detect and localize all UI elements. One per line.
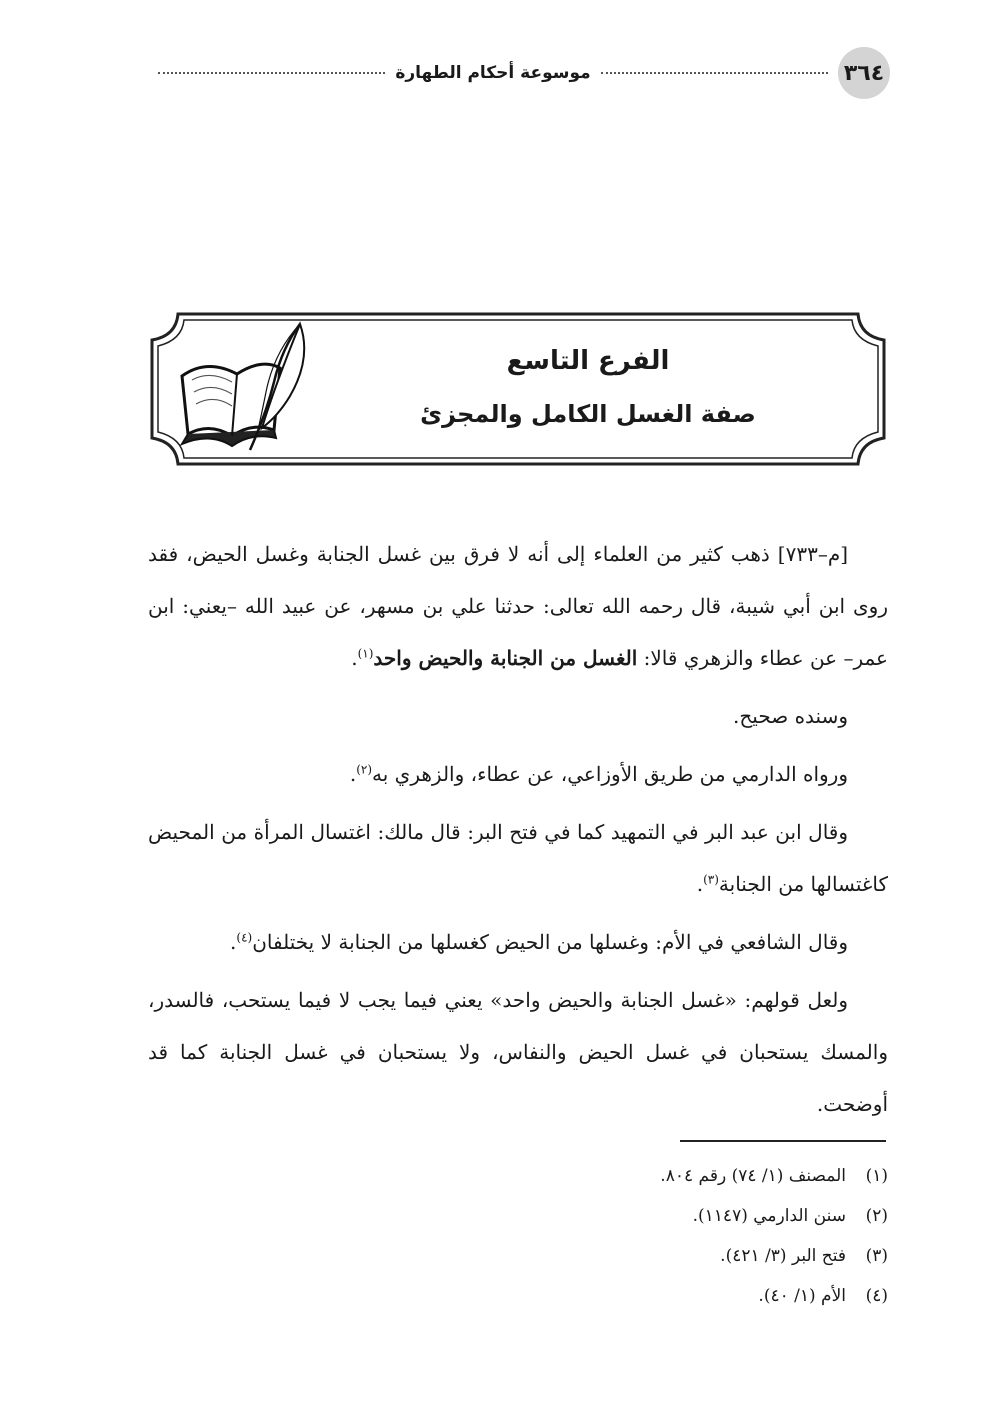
- paragraph-5-end: .: [230, 930, 237, 954]
- footnote-ref-1[interactable]: (١): [357, 646, 374, 661]
- footnote-text: سنن الدارمي (١١٤٧).: [692, 1206, 846, 1226]
- footnote-text: فتح البر (٣/ ٤٢١).: [720, 1246, 846, 1266]
- footnote-number: (١): [865, 1166, 888, 1186]
- paragraph-1-text: [م–٧٣٣] ذهب كثير من العلماء إلى أنه لا فرق بين غسل الجنابة وغسل الحيض، فقد روى ابن أبي شيبة، قال رحمه الله تعالى: حدثنا علي بن مسهر، عن عبيد الله –يعني: ابن عمر– عن عطاء والزهري قالا:: [148, 542, 888, 670]
- paragraph-3-text: ورواه الدارمي من طريق الأوزاعي، عن عطاء، والزهري به: [372, 762, 848, 786]
- paragraph-4-text: وقال ابن عبد البر في التمهيد كما في فتح البر: قال مالك: اغتسال المرأة من المحيض كاغتسالها من الجنابة: [148, 820, 888, 896]
- page-number: ٣٦٤: [838, 47, 890, 99]
- paragraph-5-text: وقال الشافعي في الأم: وغسلها من الحيض كغسلها من الجنابة لا يختلفان: [252, 930, 848, 954]
- footnote-separator: [680, 1140, 886, 1142]
- chapter-title: الفرع التاسع: [506, 346, 670, 376]
- footnote-ref-4[interactable]: (٤): [236, 930, 253, 945]
- paragraph-6: ولعل قولهم: «غسل الجنابة والحيض واحد» يعني فيما يجب لا فيما يستحب، فالسدر، والمسك يستحبان في غسل الحيض والنفاس، ولا يستحبان في غسل الجنابة كما قد أوضحت.: [148, 988, 888, 1116]
- chapter-subtitle: صفة الغسل الكامل والمجزئ: [420, 400, 756, 428]
- page-header: [148, 50, 890, 96]
- footnote-number: (٣): [865, 1246, 888, 1266]
- paragraph-1: [148, 528, 888, 684]
- footnote-text: الأم (١/ ٤٠).: [758, 1286, 846, 1306]
- footnote-ref-2[interactable]: (٢): [356, 762, 373, 777]
- footnote-1: [148, 1156, 888, 1196]
- header-dots-right: [601, 72, 828, 74]
- paragraph-4-end: .: [696, 872, 704, 896]
- paragraph-1-end: .: [351, 646, 358, 670]
- footnote-3: [148, 1236, 888, 1276]
- header-dots-left: [158, 72, 385, 74]
- footnote-2: [148, 1196, 888, 1236]
- paragraph-2: وسنده صحيح.: [733, 704, 848, 728]
- paragraph-3: [148, 748, 888, 800]
- footnote-text: المصنف (١/ ٧٤) رقم ٨٠٤.: [660, 1166, 846, 1186]
- book-quill-icon: [162, 318, 312, 458]
- body-text: [148, 528, 888, 1136]
- paragraph-3-end: .: [349, 762, 357, 786]
- footnote-number: (٤): [865, 1286, 888, 1306]
- paragraph-5: [148, 916, 888, 968]
- footnotes: [148, 1156, 888, 1316]
- paragraph-1-quote: الغسل من الجنابة والحيض واحد: [373, 646, 638, 670]
- footnote-4: [148, 1276, 888, 1316]
- footnote-ref-3[interactable]: (٣): [703, 872, 719, 887]
- book-title: موسوعة أحكام الطهارة: [395, 63, 591, 83]
- paragraph-4: [148, 806, 888, 910]
- footnote-number: (٢): [865, 1206, 888, 1226]
- chapter-heading-box: [148, 310, 888, 468]
